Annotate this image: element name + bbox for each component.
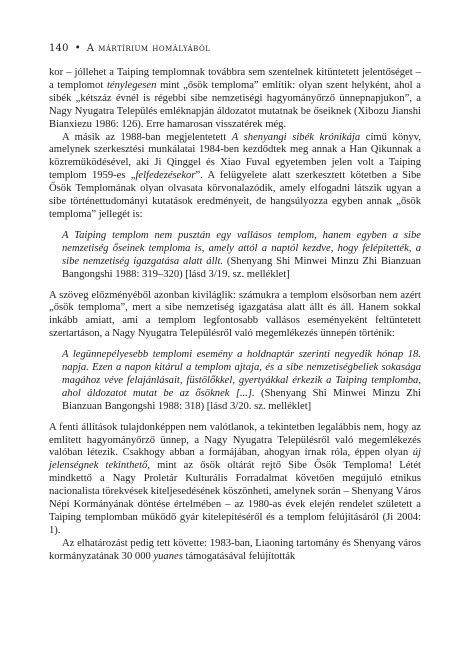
running-header <box>49 43 419 55</box>
paragraph-3: A szöveg előzményéből azonban kiviláglik: számukra a templom elsősorban nem azért „ősök temploma”, mert a sibe nemzetiség igazgatása alatt állt és áll. Hanem sokkal inkább amiatt, ami a templom legfontosabb vallásos eseményeként feltüntetett szertartáson, a Nagy Nyugatra Településről való megemlékezés ünnepén történik: <box>49 289 421 340</box>
block-quote-2: A legünnepélyesebb templomi esemény a holdnaptár szerinti negyedik hónap 18. napja. Ezen a napon kitárul a templom ajtaja, és a sibe nemzetiségbeliek sokasága magához véve felajánlásait, füstölőkkel, gyertyákkal érkezik a Taiping templomba, ahol áldozatot mutat be az ősöknek [...]. (Shenyang Shi Minwei Minzu Zhi Bianzuan Bangongshi 1988: 318) [lásd 3/20. sz. melléklet] <box>62 349 422 412</box>
header-bullet: • <box>74 43 81 54</box>
block-quote-1: A Taiping templom nem pusztán egy vallásos templom, hanem egyben a sibe nemzetiség őseinek temploma is, amely attól a naptól kezdve, hogy felépítették, a sibe nemzetiség igazgatása alatt állt. (Shenyang Shi Minwei Minzu Zhi Bianzuan Bangongshi 1988: 319–320) [lásd 3/19. sz. melléklet] <box>62 229 421 280</box>
paragraph-4: A fenti állítások tulajdonképpen nem valótlanok, a tekintetben legalábbis nem, hogy az említett hagyományőrző ünnep, a Nagy Nyugatra Településről való megemlékezés valóban létezik. Csakhogy abban a formájában, ahogyan írnak róla, éppen olyan új jelenségnek tekinthető, mint az ősök oltárát rejtő Sibe Ősök Temploma! Létét mindkettő a Nagy Proletár Kulturális Forradalmat követően megújuló etnikus nacionalista törekvések kiteljesedésének köszönheti, amelynek során – Shenyang Város Népi Kormányának döntése értelmében – az 1980-as évek elején rendelet született a Taiping templomban működő gyár kitelepítéséről és a templom felújításáról (Ji 2004: 1). <box>49 421 421 536</box>
body-text <box>49 67 421 564</box>
paragraph-2: A másik az 1988-ban megjelentetett A shenyangi sibék krónikája című könyv, amelynek szerkesztési munkálatai 1984-ben kezdődtek meg annak a Han Qikunnak a közreműködésével, aki Ji Qinggel és Xiao Fuval egyetemben jelen volt a Taiping templom 1959-es „felfedezésekor”. A felügyelete alatt szerkesztett kötetben a Sibe Ősök Templomának olyan olvasata körvonalazódik, amely elfogadni látszik ugyan a sibe történettudományi kutatások eredményeit, de hangsúlyozza egyben annak „ősök temploma” jellegét is: <box>49 131 421 220</box>
paragraph-5: Az elhatározást pedig tett követte: 1983-ban, Liaoning tartomány és Shenyang város kormányzatának 30 000 yuanes támogatásával felújították <box>49 537 421 562</box>
paragraph-1: kor – jóllehet a Taiping templomnak továbbra sem szentelnek kitüntetett jelentőséget – a templomot ténylegesen mint „ősök temploma” említik: olyan szent helyként, ahol a sibék „kétszáz évnél is régebbi sibe nemzetiségi hagyományőrző ünnepnapjukon”, a Nagy Nyugatra Település emléknapján áldozatot mutatnak be őseiknek (Xibozu Jianshi Bianxiezu 1986: 126). Erre hamarosan visszatérek még. <box>49 67 422 130</box>
running-title: A mártírium homályából <box>86 43 211 54</box>
page-number: 140 <box>49 43 69 54</box>
